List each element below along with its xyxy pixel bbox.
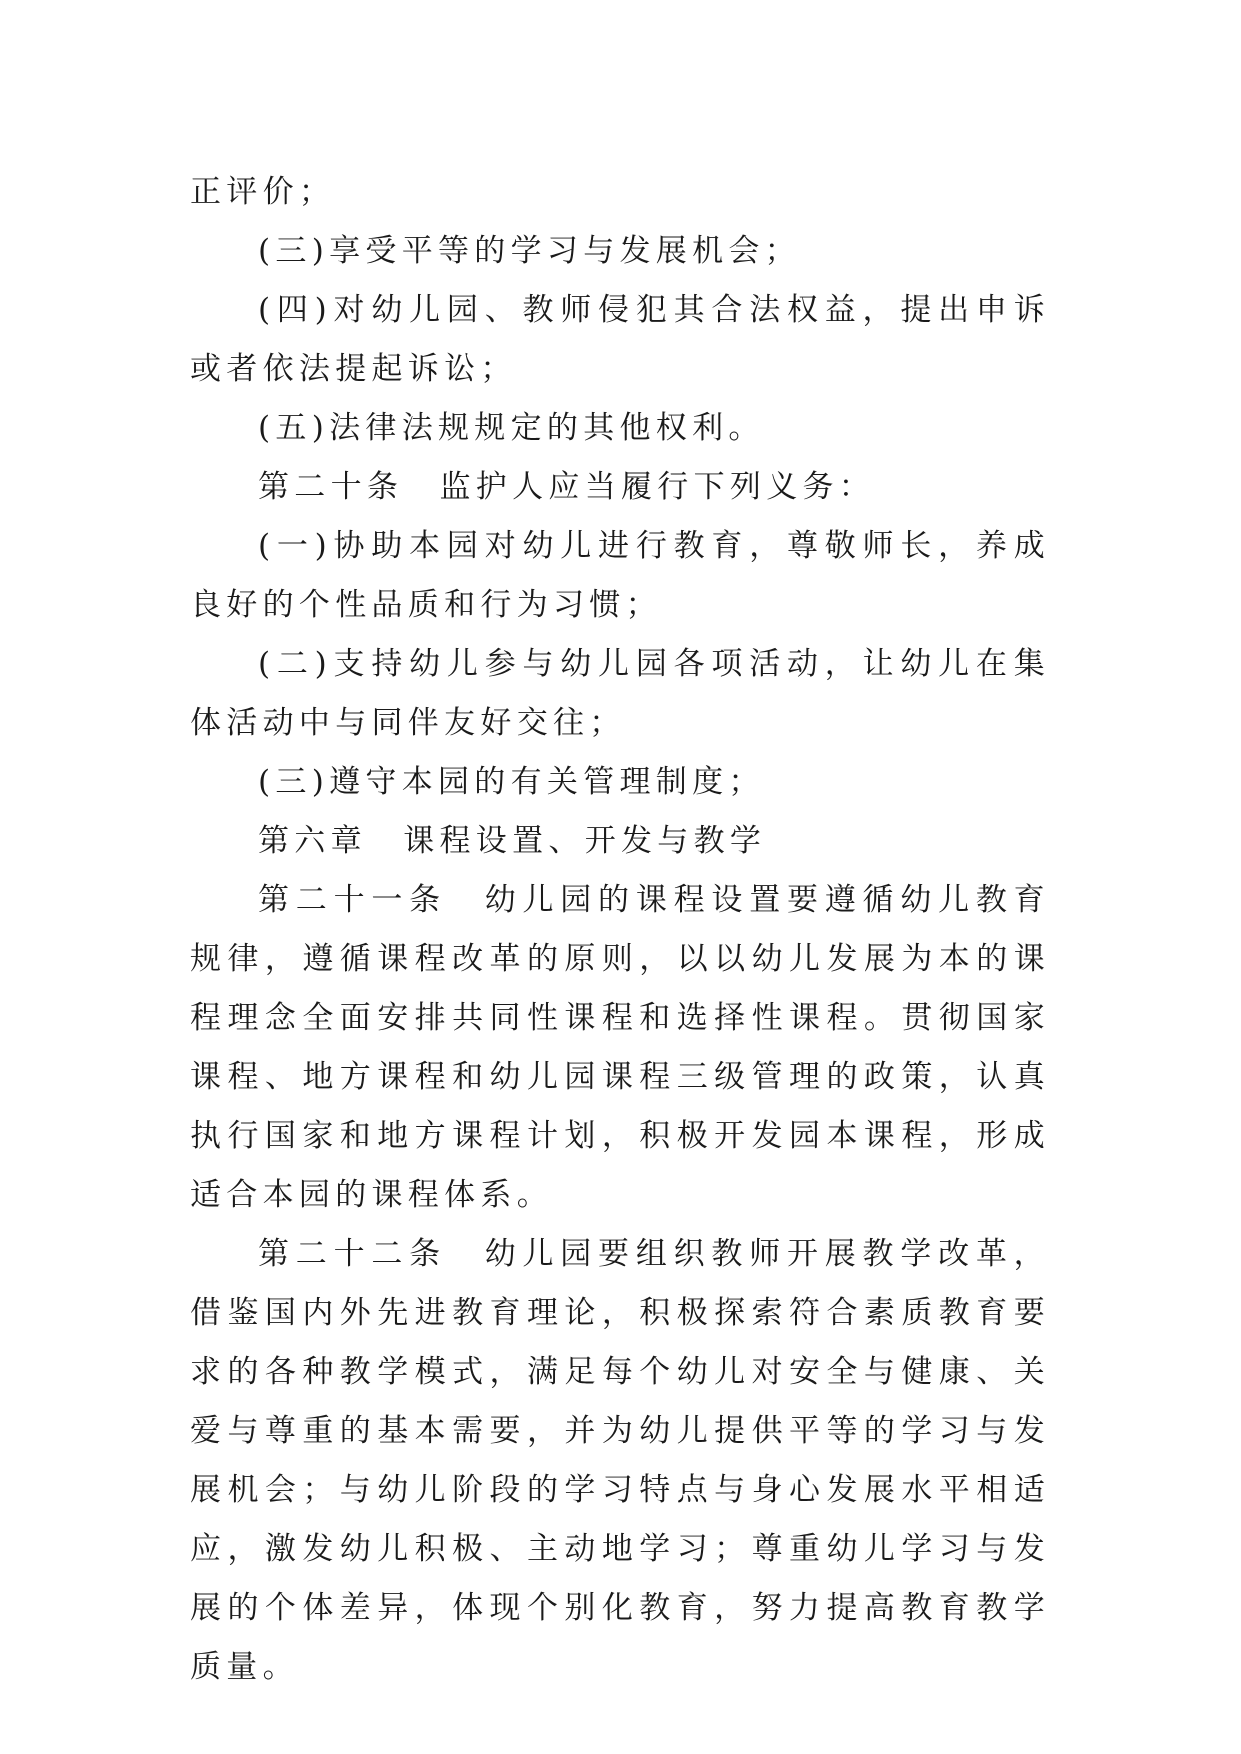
paragraph-right-equal-opportunity: (三)享受平等的学习与发展机会； (258, 233, 801, 269)
paragraph-duty-comply: (三)遵守本园的有关管理制度； (258, 764, 765, 800)
paragraph-duty-support: (二)支持幼儿参与幼儿园各项活动，让幼儿在集体活动中与同伴友好交往； (190, 646, 1050, 741)
paragraph-right-appeal: (四)对幼儿园、教师侵犯其合法权益，提出申诉或者依法提起诉讼； (190, 292, 1050, 387)
article-21-paragraph: 第二十一条 幼儿园的课程设置要遵循幼儿教育规律，遵循课程改革的原则，以以幼儿发展为本的课程理念全面安排共同性课程和选择性课程。贯彻国家课程、地方课程和幼儿园课程三级管理的政策，认真执行国家和地方课程计划，积极开发园本课程，形成适合本园的课程体系。 (190, 882, 1050, 1213)
article-22-paragraph: 第二十二条 幼儿园要组织教师开展教学改革，借鉴国内外先进教育理论，积极探索符合素质教育要求的各种教学模式，满足每个幼儿对安全与健康、关爱与尊重的基本需要，并为幼儿提供平等的学习与发展机会；与幼儿阶段的学习特点与身心发展水平相适应，激发幼儿积极、主动地学习；尊重幼儿学习与发展的个体差异，体现个别化教育，努力提高教育教学质量。 (190, 1236, 1050, 1685)
paragraph-continuation: 正评价； (190, 174, 336, 210)
chapter-6-heading: 第六章 课程设置、开发与教学 (258, 823, 767, 859)
paragraph-duty-assist: (一)协助本园对幼儿进行教育，尊敬师长，养成良好的个性品质和行为习惯； (190, 528, 1050, 623)
paragraph-right-other: (五)法律法规规定的其他权利。 (258, 410, 765, 446)
document-body (190, 163, 1050, 1697)
article-20-heading: 第二十条 监护人应当履行下列义务： (258, 469, 876, 505)
